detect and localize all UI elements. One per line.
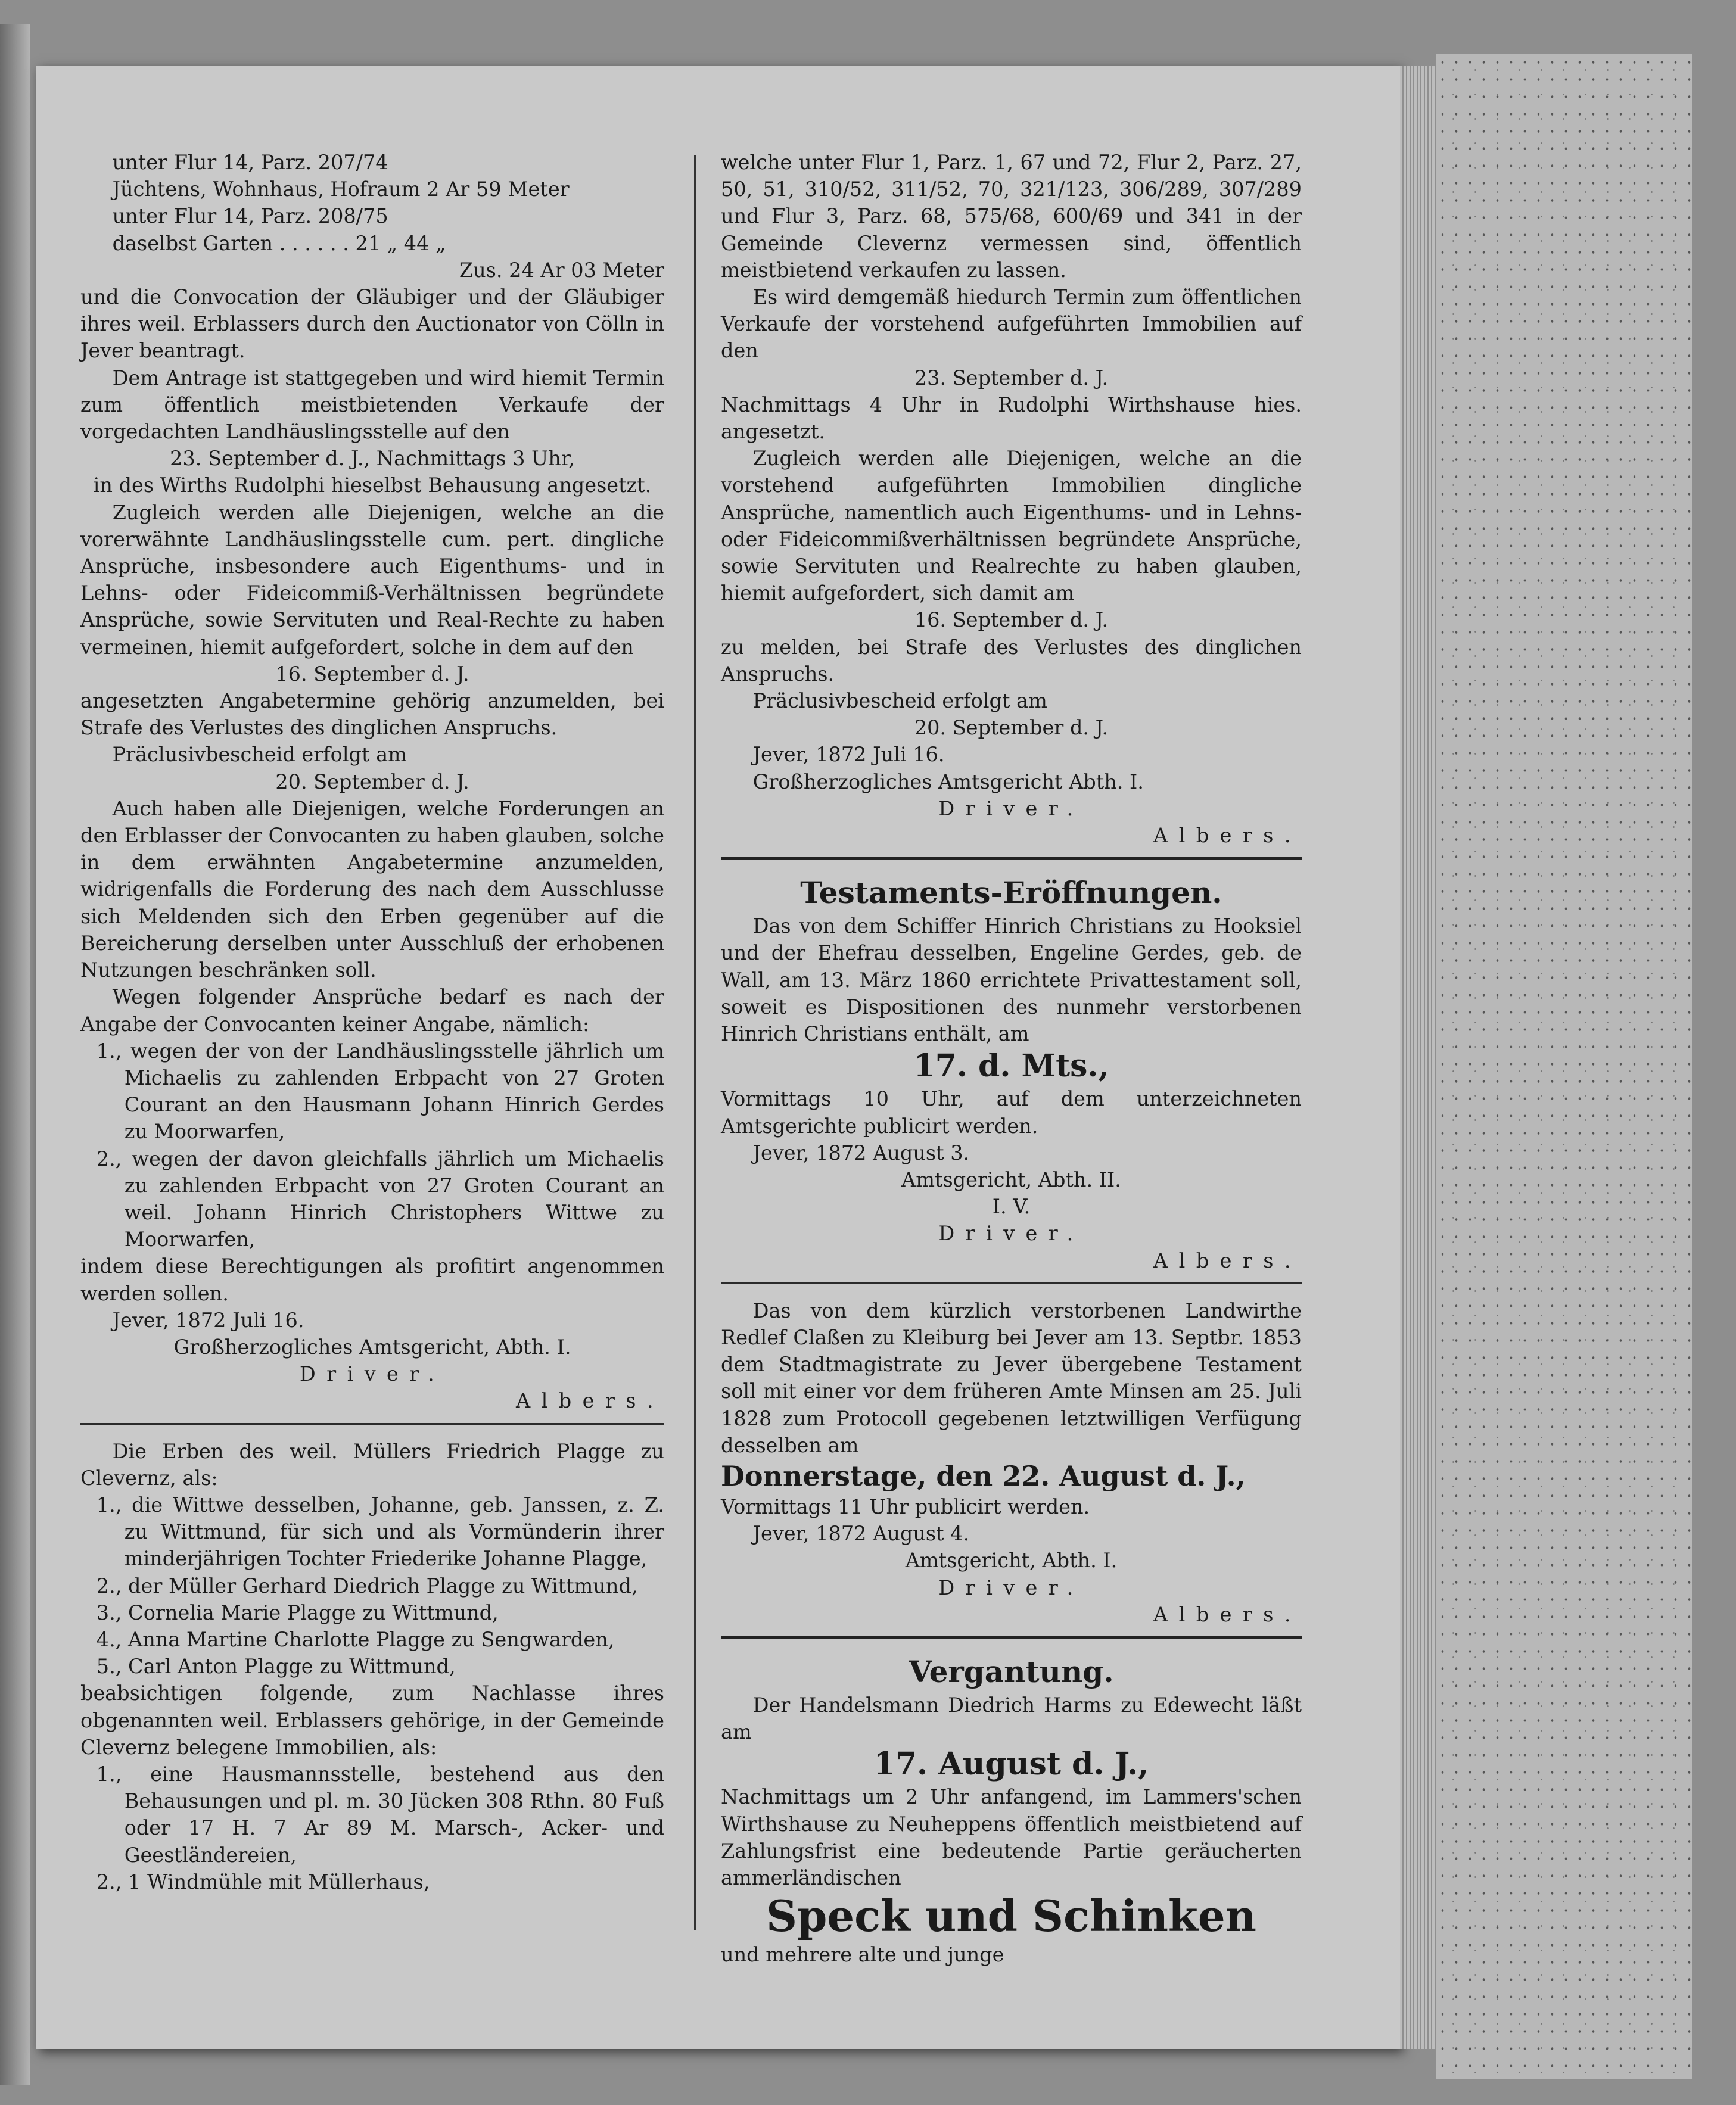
section-separator — [721, 1282, 1302, 1284]
right-text-block: Driver. — [938, 1222, 1084, 1245]
left-text-block: Zugleich werden alle Diejenigen, welche an die vorerwähnte Landhäuslingsstelle cum. pert. dingliche Ansprüche, insbesondere auch Eigenthums- und in Lehns- oder Fideicommiß-Verhältnissen begründete Ansprüche, sowie Servituten und Real-Rechte zu haben vermeinen, hiemit aufgefordert, solche in dem auf den — [80, 500, 664, 659]
left-text-block: Auch haben alle Diejenigen, welche Forderungen an den Erblasser der Convocanten zu haben glauben, solche in dem erwähnten Angabetermine anzumelden, widrigenfalls die Forderung des nach dem Ausschlusse sich Meldenden sich den Erben gegenüber auf die Bereicherung derselben unter Ausschluß der erhobenen Nutzungen beschränken soll. — [80, 796, 664, 982]
right-text-block: Driver. — [938, 796, 1084, 820]
section-separator — [721, 857, 1302, 860]
left-text-block: angesetzten Angabetermine gehörig anzumelden, bei Strafe des Verlustes des dinglichen Anspruchs. — [80, 689, 664, 740]
right-text-block: 17. August d. J., — [873, 1746, 1149, 1783]
right-text-block: 16. September d. J. — [914, 608, 1109, 632]
left-text-block: 2., der Müller Gerhard Diedrich Plagge zu Wittmund, — [96, 1574, 638, 1598]
right-text-block: 20. September d. J. — [914, 716, 1109, 740]
page-stack-edge — [1400, 66, 1436, 2049]
left-text-block: daselbst Garten . . . . . . 21 „ 44 „ — [112, 231, 446, 255]
right-text-block: Der Handelsmann Diedrich Harms zu Edewecht läßt am — [721, 1693, 1302, 1744]
left-text-block: beabsichtigen folgende, zum Nachlasse ihres obgenannten weil. Erblassers gehörige, in der Gemeinde Clevernz belegene Immobilien, als: — [80, 1681, 664, 1759]
left-text-block: Wegen folgender Ansprüche bedarf es nach der Angabe der Convocanten keiner Angabe, nämlich: — [80, 985, 664, 1036]
right-text-block: Das von dem kürzlich verstorbenen Landwirthe Redlef Claßen zu Kleiburg bei Jever am 13. Septbr. 1853 dem Stadtmagistrate zu Jever übergebene Testament soll mit einer vor dem früheren Amte Minsen am 25. Juli 1828 zum Protocoll gegebenen letztwilligen Verfügung desselben am — [721, 1299, 1302, 1457]
right-text-block: I. V. — [992, 1195, 1031, 1219]
left-text-block: Driver. — [299, 1362, 446, 1386]
right-text-block: Jever, 1872 August 4. — [752, 1522, 970, 1546]
left-text-block: 16. September d. J. — [275, 662, 469, 686]
right-text-block: Vormittags 11 Uhr publicirt werden. — [721, 1494, 1090, 1518]
left-text-block: unter Flur 14, Parz. 208/75 — [112, 204, 388, 228]
left-column — [80, 149, 664, 1895]
left-text-block: Präclusivbescheid erfolgt am — [112, 743, 407, 767]
left-text-block: indem diese Berechtigungen als profitirt angenommen werden sollen. — [80, 1254, 664, 1305]
left-text-block: Jüchtens, Wohnhaus, Hofraum 2 Ar 59 Meter — [112, 178, 570, 201]
left-text-block: 2., 1 Windmühle mit Müllerhaus, — [96, 1870, 430, 1894]
right-text-block: und mehrere alte und junge — [721, 1943, 1004, 1967]
right-text-block: Es wird demgemäß hiedurch Termin zum öffentlichen Verkaufe der vorstehend aufgeführten Immobilien auf den — [721, 285, 1302, 363]
right-text-block: Albers. — [1153, 1248, 1302, 1272]
right-text-block: welche unter Flur 1, Parz. 1, 67 und 72, Flur 2, Parz. 27, 50, 51, 310/52, 311/52, 70, 321/123, 306/289, 307/289 und Flur 3, Parz. 68, 575/68, 600/69 und 341 in der Gemeinde Clevernz vermessen sind, öffentlich meistbietend verkaufen zu lassen. — [721, 151, 1302, 282]
right-text-block: Zugleich werden alle Diejenigen, welche an die vorstehend aufgeführten Immobilien dingliche Ansprüche, namentlich auch Eigenthums- und in Lehns- oder Fideicommißverhältnissen begründete Ansprüche, sowie Servituten und Realrechte zu haben glauben, hiemit aufgefordert, sich damit am — [721, 447, 1302, 605]
right-text-block: Vergantung. — [909, 1654, 1114, 1689]
left-text-block: unter Flur 14, Parz. 207/74 — [112, 151, 388, 174]
left-text-block: 3., Cornelia Marie Plagge zu Wittmund, — [96, 1600, 499, 1624]
section-separator — [80, 1423, 664, 1425]
left-text-block: Zus. 24 Ar 03 Meter — [459, 258, 664, 282]
right-text-block: Nachmittags 4 Uhr in Rudolphi Wirthshause hies. angesetzt. — [721, 393, 1302, 444]
right-text-block: 23. September d. J. — [914, 366, 1109, 390]
right-text-block: 17. d. Mts., — [913, 1048, 1109, 1085]
right-text-block: Albers. — [1153, 1602, 1302, 1626]
left-text-block: 2., wegen der davon gleichfalls jährlich um Michaelis zu zahlenden Erbpacht von 27 Groten Courant an weil. Johann Hinrich Christophers Wittwe zu Moorwarfen, — [96, 1147, 664, 1251]
left-text-block: 4., Anna Martine Charlotte Plagge zu Sengwarden, — [96, 1627, 615, 1651]
right-text-block: Präclusivbescheid erfolgt am — [752, 689, 1047, 713]
left-text-block: Jever, 1872 Juli 16. — [112, 1308, 304, 1332]
right-text-block: zu melden, bei Strafe des Verlustes des dinglichen Anspruchs. — [721, 635, 1302, 686]
column-divider — [694, 155, 696, 1930]
right-text-block: Jever, 1872 Juli 16. — [752, 743, 945, 767]
right-text-block: Amtsgericht, Abth. I. — [905, 1549, 1118, 1572]
right-text-block: Amtsgericht, Abth. II. — [901, 1167, 1121, 1191]
right-text-block: Jever, 1872 August 3. — [752, 1141, 970, 1164]
left-text-block: 5., Carl Anton Plagge zu Wittmund, — [96, 1655, 456, 1679]
right-text-block: Albers. — [1153, 824, 1302, 848]
right-text-block: Großherzogliches Amtsgericht Abth. I. — [752, 770, 1144, 793]
left-text-block: und die Convocation der Gläubiger und der Gläubiger ihres weil. Erblassers durch den Auctionator von Cölln in Jever beantragt. — [80, 285, 664, 363]
right-text-block: Vormittags 10 Uhr, auf dem unterzeichneten Amtsgerichte publicirt werden. — [721, 1087, 1302, 1138]
right-text-block: Speck und Schinken — [766, 1891, 1256, 1942]
left-text-block: 1., die Wittwe desselben, Johanne, geb. Janssen, z. Z. zu Wittmund, für sich und als Vormünderin ihrer minderjährigen Tochter Friederike Johanne Plagge, — [96, 1493, 664, 1571]
left-text-block: 1., eine Hausmannsstelle, bestehend aus den Behausungen und pl. m. 30 Jücken 308 Rthn. 80 Fuß oder 17 H. 7 Ar 89 M. Marsch-, Acker- und Geestländereien, — [96, 1762, 664, 1867]
left-text-block: 23. September d. J., Nachmittags 3 Uhr, — [170, 447, 575, 471]
right-column — [721, 149, 1302, 1968]
left-text-block: 20. September d. J. — [275, 770, 469, 793]
right-text-block: Nachmittags um 2 Uhr anfangend, im Lammers'schen Wirthshause zu Neuheppens öffentlich meistbietend auf Zahlungsfrist eine bedeutende Partie geräucherten ammerländischen — [721, 1785, 1302, 1889]
right-text-block: Testaments-Eröffnungen. — [800, 875, 1222, 911]
right-text-block: Donnerstage, den 22. August d. J., — [721, 1459, 1246, 1492]
left-text-block: in des Wirths Rudolphi hieselbst Behausung angesetzt. — [93, 474, 652, 497]
right-text-block: Das von dem Schiffer Hinrich Christians zu Hooksiel und der Ehefrau desselben, Engeline Gerdes, geb. de Wall, am 13. März 1860 errichtete Privattestament soll, soweit es Dispositionen des nunmehr verstorbenen Hinrich Christians enthält, am — [721, 914, 1302, 1046]
left-text-block: 1., wegen der von der Landhäuslingsstelle jährlich um Michaelis zu zahlenden Erbpacht von 27 Groten Courant an den Hausmann Johann Hinrich Gerdes zu Moorwarfen, — [96, 1039, 664, 1144]
previous-page-edge — [0, 24, 30, 2085]
left-text-block: Großherzogliches Amtsgericht, Abth. I. — [173, 1335, 571, 1359]
left-text-block: Albers. — [515, 1389, 664, 1413]
section-separator — [721, 1636, 1302, 1639]
left-text-block: Dem Antrage ist stattgegeben und wird hiemit Termin zum öffentlich meistbietenden Verkaufe der vorgedachten Landhäuslingsstelle auf den — [80, 366, 664, 444]
book-cover — [1436, 54, 1692, 2079]
right-text-block: Driver. — [938, 1575, 1084, 1599]
left-text-block: Die Erben des weil. Müllers Friedrich Plagge zu Clevernz, als: — [80, 1439, 664, 1490]
